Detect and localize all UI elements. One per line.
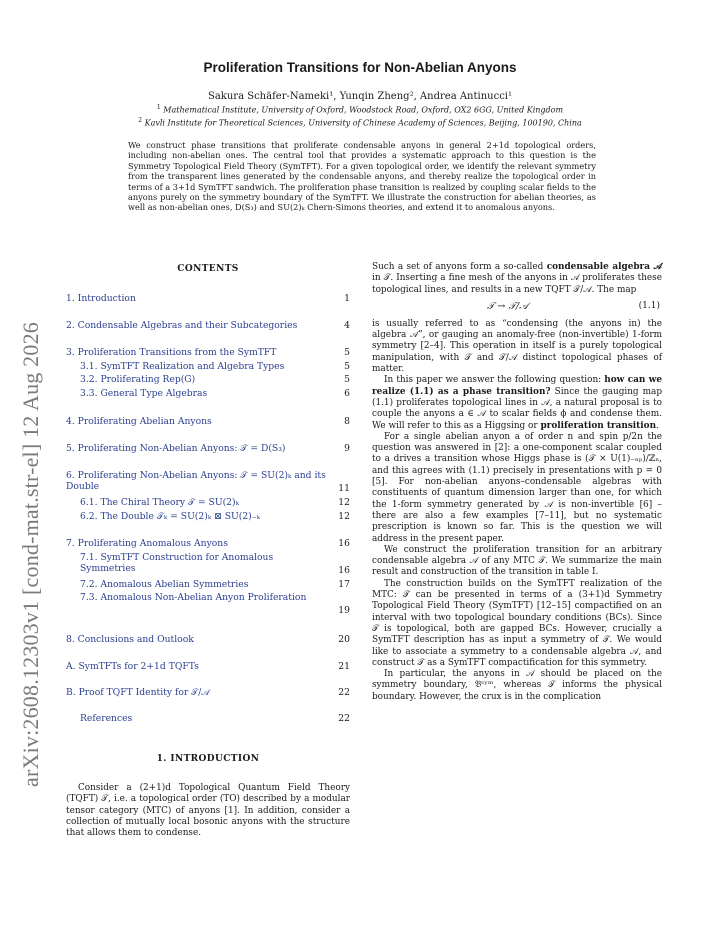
toc-page: 16 [338, 565, 350, 576]
toc-page: 12 [338, 511, 350, 522]
toc-title[interactable]: 6. Proliferating Non-Abelian Anyons: 𝒯 = SU(2)ₖ and its Double [66, 470, 326, 492]
toc-title[interactable]: 7.2. Anomalous Abelian Symmetries [80, 579, 249, 590]
equation-number: (1.1) [638, 300, 660, 311]
toc-page: 16 [338, 538, 350, 549]
affiliation-mark: 1 [156, 104, 161, 111]
toc-title[interactable]: 3.2. Proliferating Rep(G) [80, 374, 196, 385]
toc-page: 8 [344, 416, 350, 427]
paragraph: We construct the proliferation transition for an arbitrary condensable algebra 𝒜 of any MTC 𝒯. We summarize the main result and construction of the transition in table I. [372, 544, 662, 578]
toc-page: 21 [338, 661, 350, 672]
paragraph: For a single abelian anyon a of order n and spin p/2n the question was answered in [2]: a one-component scalar coupled to a drives a transition whose Higgs phase is (𝒯 × U(1)₋ₙₚ)/ℤₙ, and this agrees with (1.1) precisely in presentations with p = 0 [5]. For non-abelian anyons–condensable algebras with constituents of quantum dimension larger than one, for which the 1-form symmetry generated by 𝒜 is non-invertible [6] – there are also a few examples [7–11], but no systematic prescription is known so far. This is the question we will address in the present paper. [372, 431, 662, 544]
toc-title[interactable]: 1. Introduction [66, 293, 136, 304]
toc-page: 5 [344, 361, 350, 372]
toc-title[interactable]: References [80, 713, 133, 724]
equation-body: 𝒯 → 𝒯/𝒜 [487, 300, 529, 312]
toc-title[interactable]: 5. Proliferating Non-Abelian Anyons: 𝒯 = D(S₃) [66, 443, 286, 454]
affiliation-text: Kavli Institute for Theoretical Sciences, University of Chinese Academy of Sciences, Beijing, 100190, China [144, 118, 582, 128]
toc-title[interactable]: B. Proof TQFT Identity for 𝒯/𝒜 [66, 687, 210, 698]
affiliation-2 [60, 117, 660, 128]
toc-title[interactable]: 3.3. General Type Algebras [80, 388, 208, 399]
arxiv-identifier: arXiv:2608.12303v1 [cond-mat.str-el] 12 Aug 2026 [18, 322, 43, 788]
affiliation-1 [60, 104, 660, 115]
toc-title[interactable]: 6.2. The Double 𝒯ₖ = SU(2)ₖ ⊠ SU(2)₋ₖ [80, 511, 260, 522]
toc-page: 1 [344, 293, 350, 304]
section-heading-introduction: 1. INTRODUCTION [156, 754, 260, 764]
toc-page: 5 [344, 374, 350, 385]
toc-page: 11 [338, 483, 350, 494]
toc-page: 22 [338, 687, 350, 698]
toc-page: 9 [344, 443, 350, 454]
bold-question: how can we realize (1.1) as a phase transition? [372, 375, 662, 397]
paragraph: Consider a (2+1)d Topological Quantum Field Theory (TQFT) 𝒯, i.e. a topological order (TO) described by a modular tensor category (MTC) of anyons [1]. In addition, consider a collection of mutually local bosonic anyons with the structure that allows them to condense. [66, 783, 350, 839]
author-list: Sakura Schäfer-Nameki¹, Yunqin Zheng², Andrea Antinucci¹ [207, 91, 513, 102]
toc-page: 5 [344, 347, 350, 358]
paragraph: In this paper we answer the following question: how can we realize (1.1) as a phase transition? Since the gauging map (1.1) proliferates topological lines in 𝒜, a natural proposal is to couple the anyons a ∈ 𝒜 to scalar fields ϕ and condense them. We will refer to this as a Higgsing or proliferation transition. [372, 375, 663, 431]
equation-1-1 [372, 298, 662, 318]
bold-term: condensable algebra 𝒜 [546, 262, 663, 272]
affiliation-mark: 2 [138, 117, 143, 124]
paper-title: Proliferation Transitions for Non-Abelian Anyons [203, 60, 517, 75]
toc-page: 4 [344, 320, 350, 331]
right-column-text [372, 262, 662, 703]
toc-title[interactable]: 7. Proliferating Anomalous Anyons [66, 538, 228, 549]
intro-paragraph [66, 783, 350, 839]
toc-title[interactable]: 6.1. The Chiral Theory 𝒯 = SU(2)ₖ [80, 497, 239, 508]
toc-page: 17 [338, 579, 350, 590]
paragraph: In particular, the anyons in 𝒜 should be placed on the symmetry boundary, 𝔅ˢʸᵐ, whereas 𝒯 informs the physical boundary. However, the crux is in the complication [372, 669, 662, 702]
toc-page: 19 [338, 605, 350, 616]
toc-title[interactable]: 8. Conclusions and Outlook [66, 634, 194, 645]
toc-title[interactable]: 7.1. SymTFT Construction for Anomalous Symmetries [80, 552, 274, 574]
toc-title[interactable]: 3. Proliferation Transitions from the SymTFT [66, 347, 277, 358]
contents-heading: CONTENTS [177, 264, 239, 274]
toc-title[interactable]: 3.1. SymTFT Realization and Algebra Types [80, 361, 285, 372]
paragraph: The construction builds on the SymTFT realization of the MTC: 𝒯 can be presented in terms of a (3+1)d Symmetry Topological Field Theory (SymTFT) [12–15] compactified on an interval with two topological boundary conditions (BCs). Since 𝒯 is topological, both are gapped BCs. However, crucially a SymTFT description has as input a symmetry of 𝒯. We would like to associate a symmetry to a condensable algebra 𝒜, and construct 𝒯 as a SymTFT compactification for this symmetry. [372, 578, 662, 668]
bold-term: proliferation transition [540, 420, 657, 431]
paragraph: is usually referred to as “condensing (the anyons in) the algebra 𝒜”, or gauging an anomaly-free (non-invertible) 1-form symmetry [2–4]. This operation in itself is a purely topological manipulation, with 𝒯 and 𝒯/𝒜 distinct topological phases of matter. [372, 318, 662, 375]
toc-page: 20 [338, 634, 350, 645]
toc-page: 12 [338, 497, 350, 508]
paragraph: Such a set of anyons form a so-called condensable algebra 𝒜 in 𝒯. Inserting a fine mesh of the anyons in 𝒜 proliferates these topological lines, and results in a new TQFT 𝒯/𝒜. The map [372, 262, 663, 295]
affiliation-text: Mathematical Institute, University of Oxford, Woodstock Road, Oxford, OX2 6GG, United Kingdom [163, 105, 564, 115]
abstract: We construct phase transitions that proliferate condensable anyons in general 2+1d topological orders, including non-abelian ones. The central tool that provides a systematic approach to this question is the Symmetry Topological Field Theory (SymTFT). For a given topological order, we identify the relevant symmetry from the transparent lines generated by the condensable anyons, and thereby realize the topological order in terms of a 3+1d SymTFT sandwich. The proliferation phase transition is realized by coupling scalar fields to the anyons purely on the symmetry boundary of the SymTFT. We illustrate the construction for abelian theories, as well as non-abelian ones, D(S₃) and SU(2)ₖ Chern-Simons theories, and extend it to anomalous anyons. [128, 140, 596, 213]
toc-title[interactable]: 2. Condensable Algebras and their Subcategories [66, 320, 298, 331]
toc-page: 22 [338, 713, 350, 724]
toc-title[interactable]: A. SymTFTs for 2+1d TQFTs [66, 661, 199, 672]
toc-title[interactable]: 4. Proliferating Abelian Anyons [66, 416, 212, 427]
toc-title[interactable]: 7.3. Anomalous Non-Abelian Anyon Proliferation [80, 592, 307, 603]
toc-page: 6 [344, 388, 350, 399]
